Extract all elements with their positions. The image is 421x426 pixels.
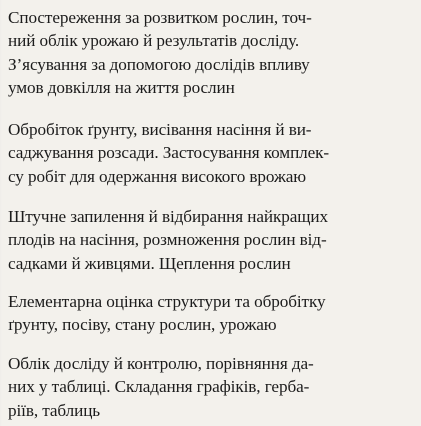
text-line: Елементарна оцінка структури та обробітку — [8, 292, 326, 311]
text-line: З’ясування за допомогою дослідів впливу — [8, 54, 310, 74]
text-line: саджування розсади. Застосування комплек- — [8, 143, 330, 163]
text-line: Обробіток ґрунту, висівання насіння й ви- — [8, 120, 312, 139]
text-line: садками й живцями. Щеплення рослин — [8, 253, 291, 273]
paragraph-records — [8, 352, 414, 422]
text-line: Облік досліду й контролю, порівняння да- — [8, 354, 314, 373]
text-line: Штучне запилення й відбирання найкращих — [8, 207, 328, 226]
text-line: них у таблиці. Складання графіків, герба- — [8, 377, 310, 397]
paragraph-observation — [8, 6, 414, 100]
text-line: су робіт для одержання високого врожаю — [8, 166, 307, 186]
text-line: ний облік урожаю й результатів досліду. — [8, 31, 300, 51]
text-line: умов довкілля на життя рослин — [8, 78, 235, 98]
paragraph-soil-cultivation — [8, 118, 414, 188]
text-line: Спостереження за розвитком рослин, точ- — [8, 8, 312, 27]
paragraph-assessment — [8, 290, 414, 337]
text-line: ріїв, таблиць — [8, 400, 101, 420]
text-line: ґрунту, посіву, стану рослин, урожаю — [8, 315, 277, 335]
paragraph-pollination — [8, 205, 414, 275]
text-line: плодів на насіння, розмноження рослин від- — [8, 230, 327, 250]
